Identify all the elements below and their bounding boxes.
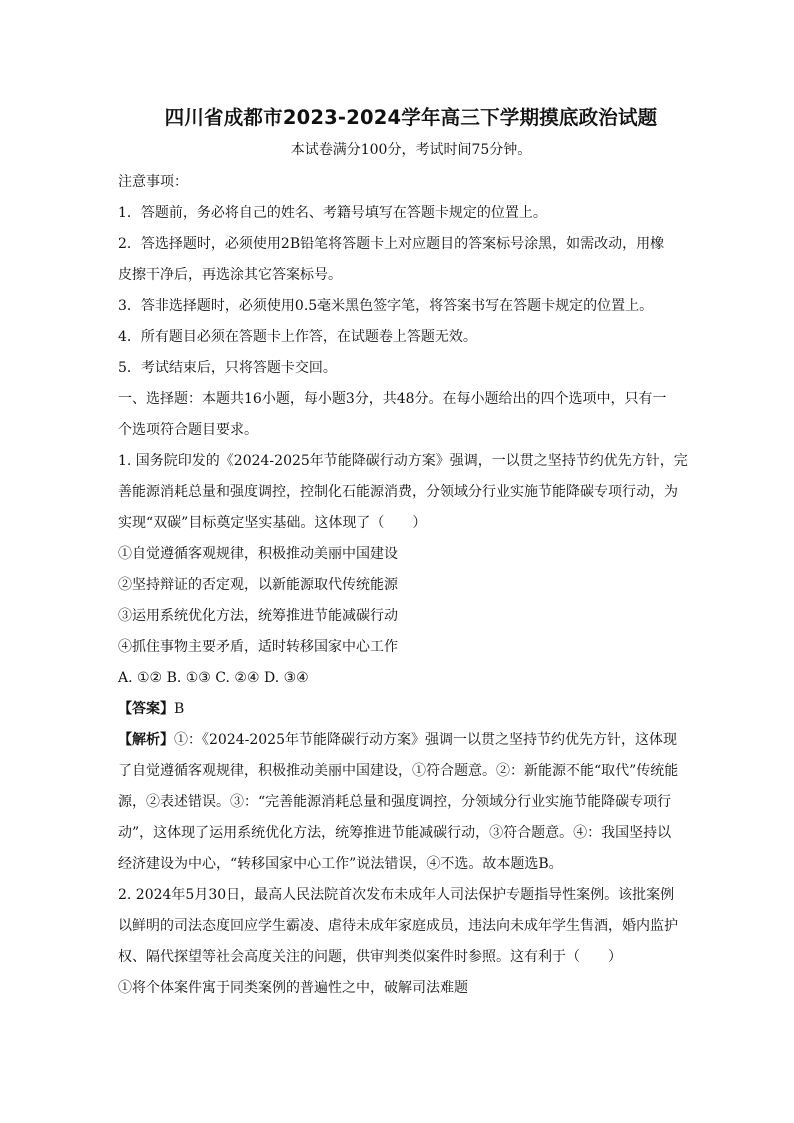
section-heading-cont: 个选项符合题目要求。 (118, 422, 258, 438)
notice-item: 3．答非选择题时，必须使用0.5毫米黑色签字笔，将答案书写在答题卡规定的位置上。 (118, 298, 654, 314)
question-1-option: ③运用系统优化方法，统筹推进节能减碳行动 (118, 608, 398, 624)
question-1-option: ①自觉遵循客观规律，积极推动美丽中国建设 (118, 546, 398, 562)
question-1-option: ②坚持辩证的否定观，以新能源取代传统能源 (118, 577, 398, 593)
notice-item: 5．考试结束后，只将答题卡交回。 (118, 360, 337, 376)
question-1-stem: 1. 国务院印发的《2024-2025年节能降碳行动方案》强调，一以贯之坚持节约优先方针，完 (118, 453, 688, 469)
analysis-text: ①：《2024-2025年节能降碳行动方案》强调一以贯之坚持节约优先方针，这体现 (174, 732, 677, 748)
question-1-analysis (118, 725, 704, 756)
question-1-option: ④抓住事物主要矛盾，适时转移国家中心工作 (118, 639, 398, 655)
notice-item: 皮擦干净后，再选涂其它答案标号。 (118, 267, 342, 283)
answer-value: B (174, 701, 185, 717)
question-1-analysis: 经济建设为中心，“转移国家中心工作”说法错误，④不选。故本题选B。 (118, 856, 563, 872)
question-1-answer (118, 694, 704, 725)
notice-item: 4．所有题目必须在答题卡上作答，在试题卷上答题无效。 (118, 329, 477, 345)
question-2-stem: 以鲜明的司法态度回应学生霸凌、虐待未成年家庭成员，违法向未成年学生售酒，婚内监护 (118, 918, 678, 934)
question-2-option: ①将个体案件寓于同类案例的普遍性之中，破解司法难题 (118, 980, 468, 996)
exam-subtitle: 本试卷满分100分，考试时间75分钟。 (290, 142, 532, 158)
section-heading: 一、选择题：本题共16小题，每小题3分，共48分。在每小题给出的四个选项中，只有一 (118, 391, 667, 407)
page-title: 四川省成都市2023-2024学年高三下学期摸底政治试题 (164, 106, 658, 129)
question-1-analysis: 动”，这体现了运用系统优化方法，统筹推进节能减碳行动，③符合题意。④：我国坚持以 (118, 825, 672, 841)
question-1-analysis: 了自觉遵循客观规律，积极推动美丽中国建设，①符合题意。②：新能源不能“取代”传统能 (118, 763, 679, 779)
question-1-stem: 善能源消耗总量和强度调控，控制化石能源消费，分领域分行业实施节能降碳专项行动，为 (118, 484, 678, 500)
question-2-stem: 权、隔代探望等社会高度关注的问题，供审判类似案件时参照。这有利于（ ） (118, 949, 622, 965)
question-1-stem: 实现“双碳”目标奠定坚实基础。这体现了（ ） (118, 515, 427, 531)
question-2-stem: 2. 2024年5月30日，最高人民法院首次发布未成年人司法保护专题指导性案例。该批案例 (118, 887, 675, 903)
notice-item: 2．答选择题时，必须使用2B铅笔将答题卡上对应题目的答案标号涂黑，如需改动，用橡 (118, 236, 665, 252)
analysis-label: 【解析】 (118, 732, 174, 748)
answer-label: 【答案】 (118, 701, 174, 717)
question-1-choices: A. ①② B. ①③ C. ②④ D. ③④ (118, 670, 309, 686)
notice-item: 1．答题前，务必将自己的姓名、考籍号填写在答题卡规定的位置上。 (118, 205, 547, 221)
notice-heading: 注意事项： (118, 174, 188, 190)
question-1-analysis: 源，②表述错误。③：“完善能源消耗总量和强度调控，分领域分行业实施节能降碳专项行 (118, 794, 672, 810)
